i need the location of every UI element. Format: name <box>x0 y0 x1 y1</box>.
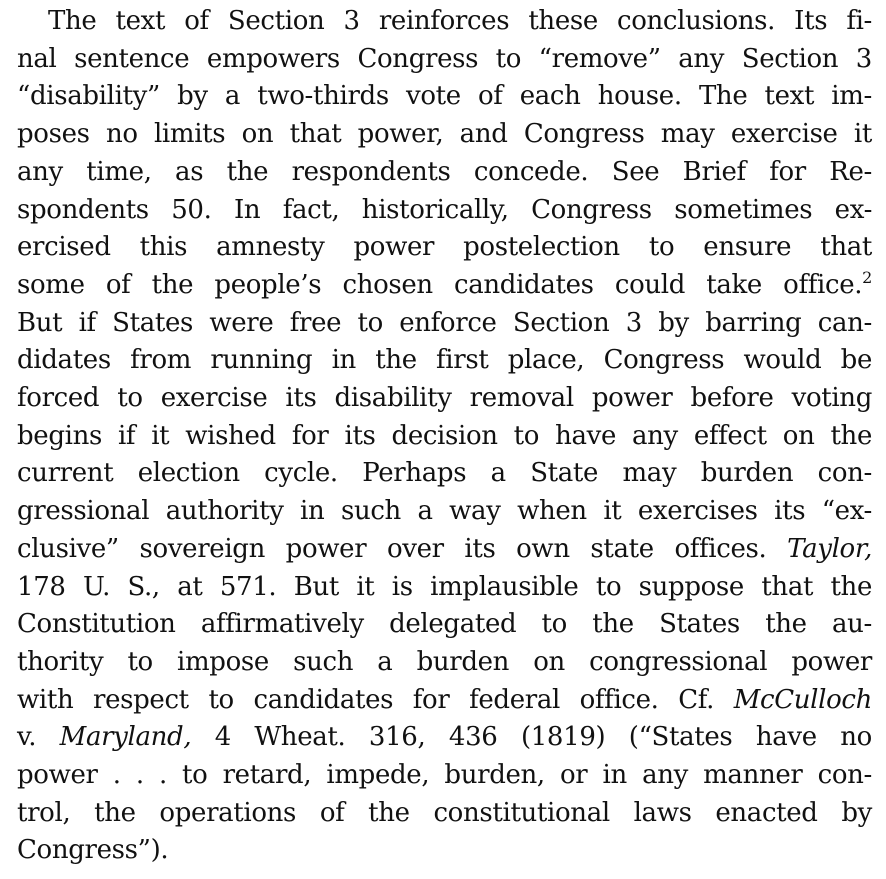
text-line: any time, as the respondents concede. See Brief for Re- <box>17 156 872 187</box>
text-line: 178 U. S., at 571. But it is implausible to suppose that the <box>17 571 872 602</box>
text-line: nal sentence empowers Congress to “remove” any Section 3 <box>17 43 872 74</box>
case-citation-mcculloch: McCulloch <box>733 684 872 715</box>
text-line: begins if it wished for its decision to have any effect on the <box>17 420 872 451</box>
body-paragraph <box>17 3 872 870</box>
text-line: thority to impose such a burden on congressional power <box>17 646 872 677</box>
case-citation-maryland: Maryland, <box>59 722 192 753</box>
text-line: poses no limits on that power, and Congress may exercise it <box>17 119 872 150</box>
text-line: forced to exercise its disability removal power before voting <box>17 383 872 414</box>
text-line: with respect to candidates for federal office. Cf. McCulloch <box>17 684 872 715</box>
text-line: Constitution affirmatively delegated to the States the au- <box>17 609 872 640</box>
text-line: trol, the operations of the constitutional laws enacted by <box>17 797 872 828</box>
text-line: power . . . to retard, impede, burden, or in any manner con- <box>17 760 872 791</box>
text-line: didates from running in the first place, Congress would be <box>17 345 872 376</box>
text-line: v. Maryland, 4 Wheat. 316, 436 (1819) (“States have no <box>17 722 872 753</box>
text-line: ercised this amnesty power postelection to ensure that <box>17 232 872 263</box>
text-line: But if States were free to enforce Section 3 by barring can- <box>17 307 872 338</box>
text-line: “disability” by a two-thirds vote of each house. The text im- <box>17 81 872 112</box>
text-line: Congress”). <box>17 835 169 866</box>
footnote-marker[interactable]: 2 <box>862 267 872 287</box>
text-line: gressional authority in such a way when it exercises its “ex- <box>17 496 872 527</box>
text-line: The text of Section 3 reinforces these conclusions. Its fi- <box>48 6 872 36</box>
text-line: clusive” sovereign power over its own state offices. Taylor, <box>17 533 872 564</box>
text-line: current election cycle. Perhaps a State may burden con- <box>17 458 872 489</box>
text-line: spondents 50. In fact, historically, Congress sometimes ex- <box>17 194 872 225</box>
case-citation-taylor: Taylor, <box>787 533 872 564</box>
text-line: some of the people’s chosen candidates could take office.$^2$ <box>17 267 872 300</box>
